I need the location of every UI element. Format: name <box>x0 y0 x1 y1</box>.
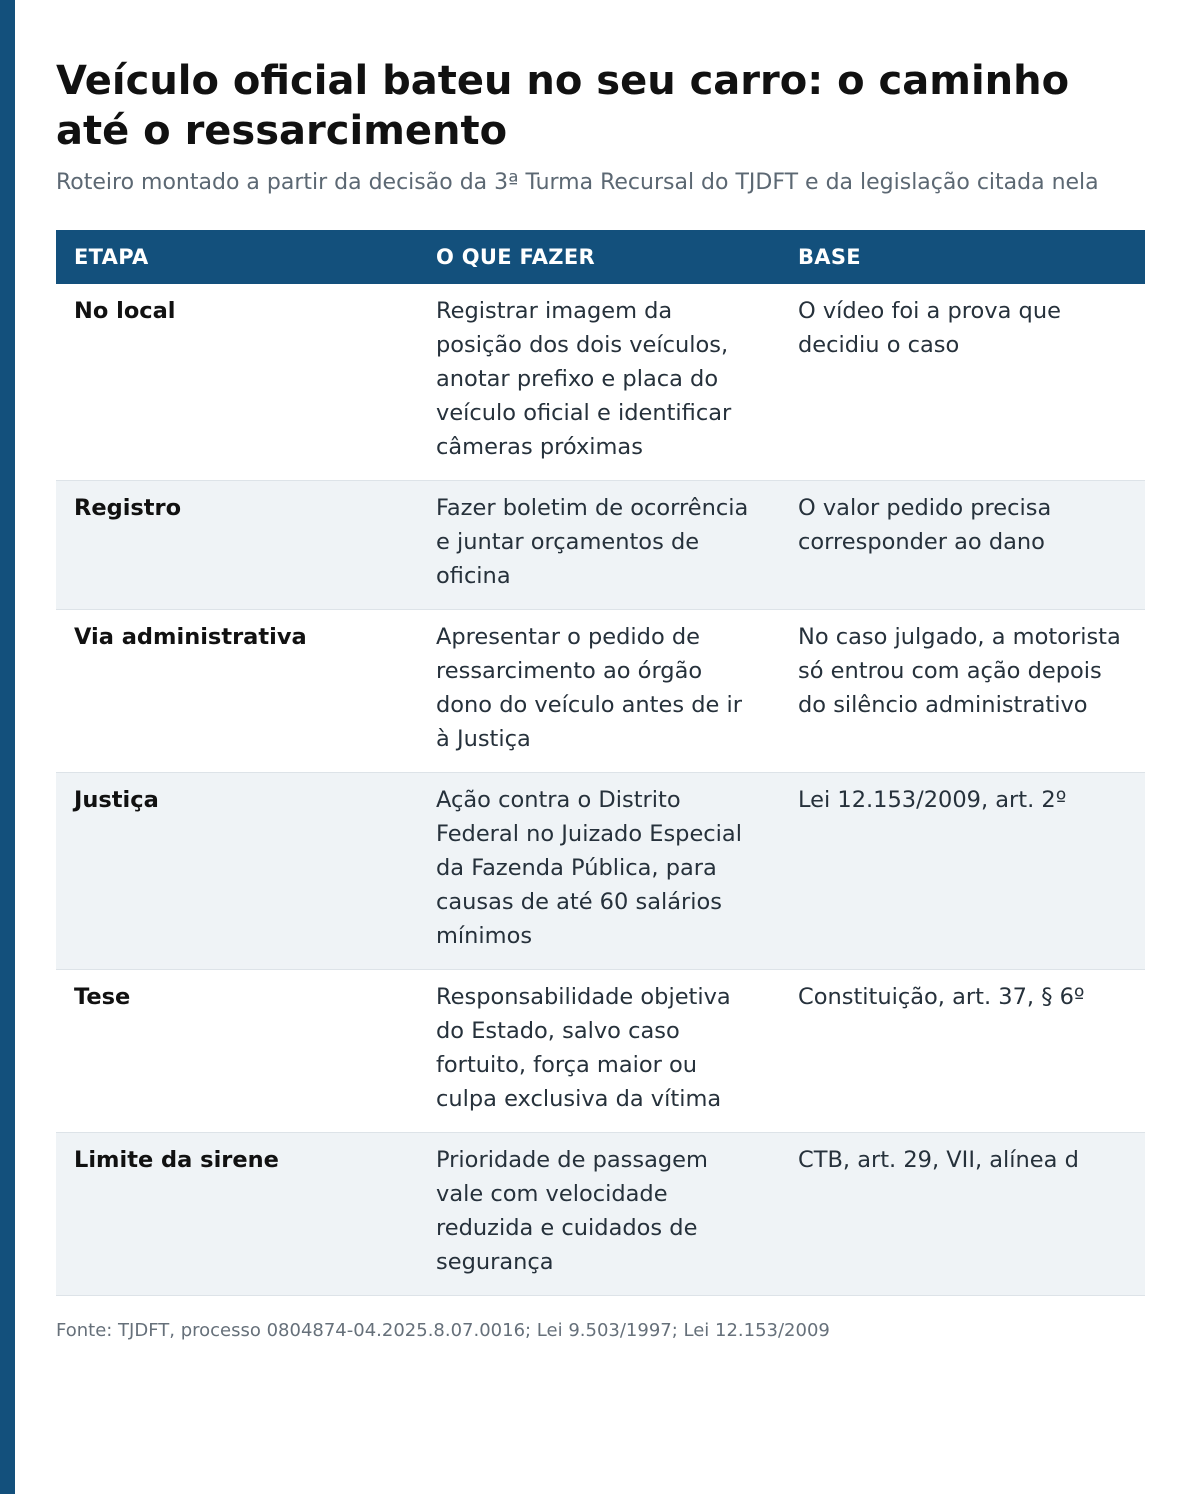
step-basis: O valor pedido precisa corresponder ao dano <box>780 481 1145 610</box>
step-name: Limite da sirene <box>56 1133 418 1296</box>
step-name: No local <box>74 298 176 324</box>
table-row <box>56 1133 1145 1296</box>
table-header <box>56 230 1145 284</box>
step-action: Registrar imagem da posição dos dois veículos, anotar prefixo e placa do veículo oficial e identificar câmeras próximas <box>436 298 732 460</box>
step-basis: Lei 12.153/2009, art. 2º <box>780 773 1145 970</box>
step-basis: O vídeo foi a prova que decidiu o caso <box>798 298 1061 358</box>
table-row <box>56 610 1145 773</box>
article-card <box>56 56 1145 1344</box>
accent-bar <box>0 0 15 1494</box>
step-action: Prioridade de passagem vale com velocidade reduzida e cuidados de segurança <box>418 1133 780 1296</box>
table-body <box>56 284 1145 1296</box>
step-name: Registro <box>56 481 418 610</box>
step-name: Via administrativa <box>74 624 307 650</box>
table-row <box>56 284 1145 481</box>
step-basis: Constituição, art. 37, § 6º <box>798 984 1085 1010</box>
step-action: Ação contra o Distrito Federal no Juizado Especial da Fazenda Pública, para causas de até 60 salários mínimos <box>418 773 780 970</box>
steps-table <box>56 230 1145 1296</box>
column-header-o-que-fazer: O QUE FAZER <box>418 230 780 284</box>
page-title: Veículo oficial bateu no seu carro: o caminho até o ressarcimento <box>56 58 1070 154</box>
column-header-base: BASE <box>780 230 1145 284</box>
table-row <box>56 481 1145 610</box>
step-name: Tese <box>74 984 131 1010</box>
step-basis: No caso julgado, a motorista só entrou com ação depois do silêncio administrativo <box>798 624 1121 718</box>
step-action: Responsabilidade objetiva do Estado, salvo caso fortuito, força maior ou culpa exclusiva da vítima <box>436 984 731 1112</box>
column-header-etapa: ETAPA <box>56 230 418 284</box>
table-header-row <box>56 230 1145 284</box>
step-name: Justiça <box>56 773 418 970</box>
step-basis: CTB, art. 29, VII, alínea d <box>780 1133 1145 1296</box>
table-row <box>56 773 1145 970</box>
step-action: Apresentar o pedido de ressarcimento ao órgão dono do veículo antes de ir à Justiça <box>436 624 743 752</box>
page-subtitle: Roteiro montado a partir da decisão da 3ª Turma Recursal do TJDFT e da legislação citada nela <box>56 170 1099 195</box>
table-row <box>56 970 1145 1133</box>
step-action: Fazer boletim de ocorrência e juntar orçamentos de oficina <box>418 481 780 610</box>
source-note: Fonte: TJDFT, processo 0804874-04.2025.8.07.0016; Lei 9.503/1997; Lei 12.153/2009 <box>56 1320 830 1341</box>
